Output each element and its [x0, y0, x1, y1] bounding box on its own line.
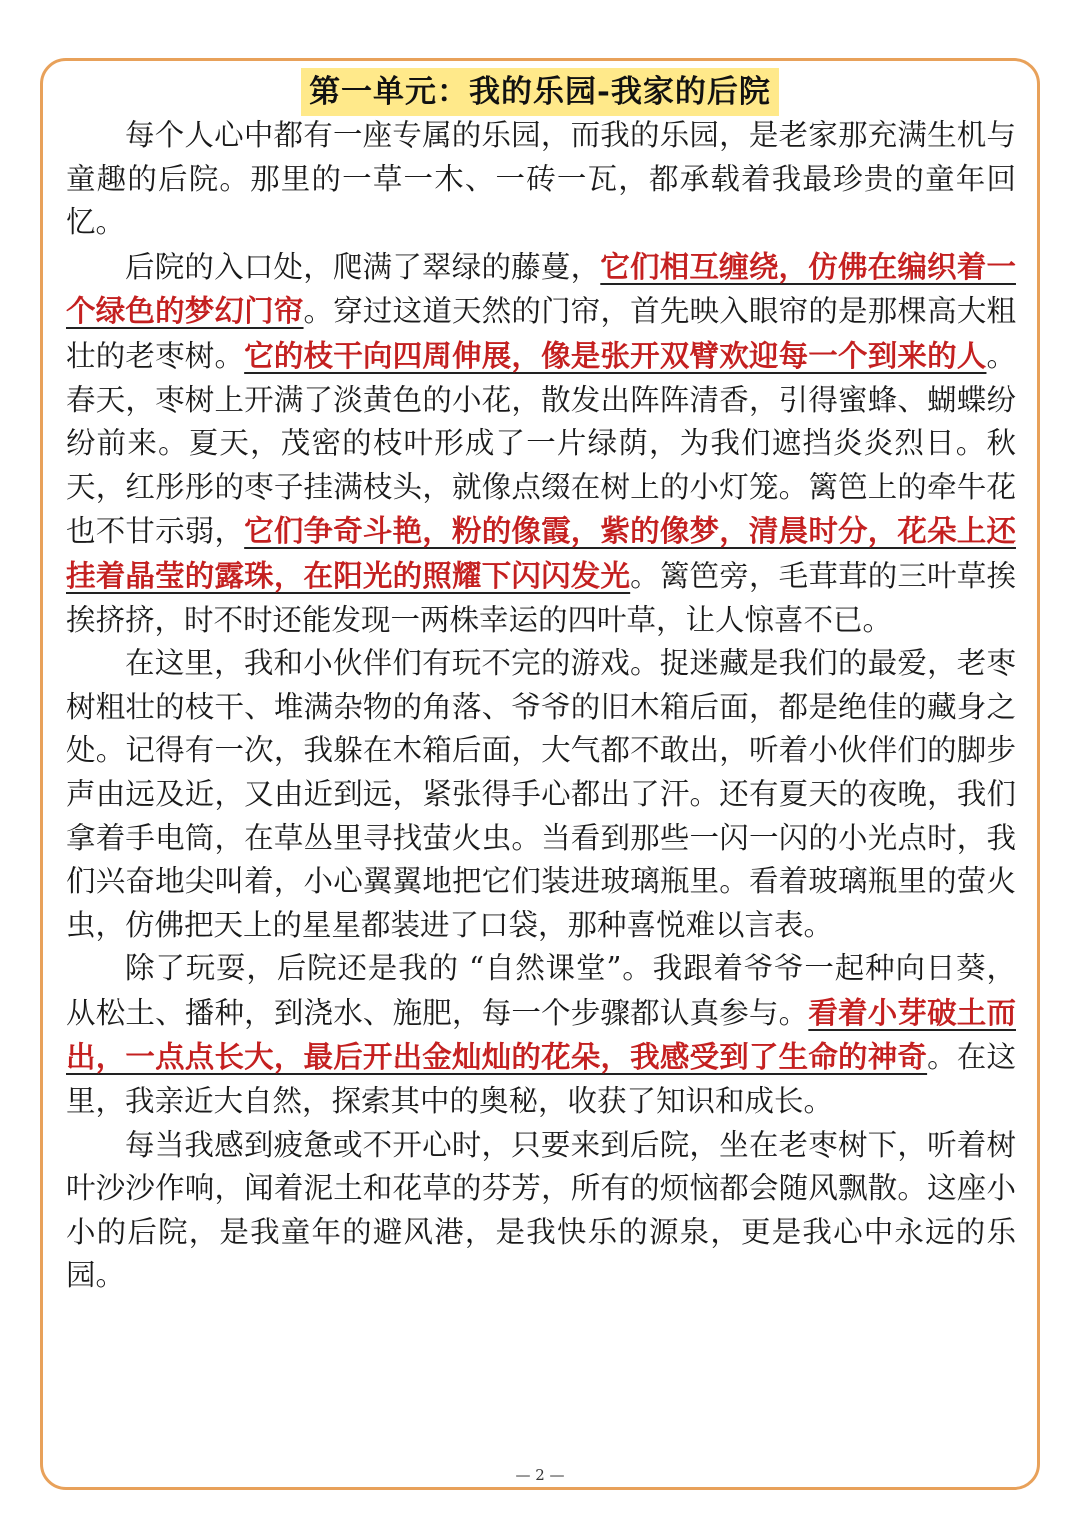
essay-paragraph [66, 642, 1016, 947]
essay-paragraph [66, 947, 1016, 1123]
paragraph-text: 。春天，枣树上开满了淡黄色的小花，散发出阵阵清香，引得蜜蜂、蝴蝶纷纷前来。夏天，茂密的枝叶形成了一片绿荫，为我们遮挡炎炎烈日。秋天，红彤彤的枣子挂满枝头，就像点缀在树上的小灯笼。篱笆上的牵牛花也不甘示弱， [66, 338, 1016, 549]
paragraph-text: 在这里，我和小伙伴们有玩不完的游戏。捉迷藏是我们的最爱，老枣树粗壮的枝干、堆满杂物的角落、爷爷的旧木箱后面，都是绝佳的藏身之处。记得有一次，我躲在木箱后面，大气都不敢出，听着小伙伴们的脚步声由远及近，又由近到远，紧张得手心都出了汗。还有夏天的夜晚，我们拿着手电筒，在草丛里寻找萤火虫。当看到那些一闪一闪的小光点时，我们兴奋地尖叫着，小心翼翼地把它们装进玻璃瓶里。看着玻璃瓶里的萤火虫，仿佛把天上的星星都装进了口袋，那种喜悦难以言表。 [66, 646, 1016, 942]
essay-paragraph [66, 1124, 1016, 1298]
paragraph-text: 每当我感到疲惫或不开心时，只要来到后院，坐在老枣树下，听着树叶沙沙作响，闻着泥土和花草的芬芳，所有的烦恼都会随风飘散。这座小小的后院，是我童年的避风港，是我快乐的源泉，更是我心中永远的乐园。 [66, 1127, 1016, 1293]
essay-paragraph [66, 114, 1016, 245]
paragraph-text: 除了玩耍，后院还是我的 “自然课堂”。我跟着爷爷一起种向日葵，从松土、播种，到浇水、施肥，每一个步骤都认真参与。 [66, 951, 1016, 1030]
highlighted-sentence: 它们争奇斗艳，粉的像霞，紫的像梦，清晨时分，花朵上还挂着晶莹的露珠，在阳光的照耀下闪闪发光 [66, 513, 1016, 593]
title-container [0, 68, 1080, 116]
page-number: — 2 — [515, 1466, 565, 1484]
paragraph-text: 。在这里，我亲近大自然，探索其中的奥秘，收获了知识和成长。 [66, 1040, 1016, 1119]
unit-title: 第一单元：我的乐园-我家的后院 [301, 68, 779, 116]
essay-body [66, 114, 1016, 1298]
highlighted-sentence: 看着小芽破土而出，一点点长大，最后开出金灿灿的花朵，我感受到了生命的神奇 [66, 994, 1016, 1075]
essay-paragraph [66, 245, 1016, 642]
highlighted-sentence: 它的枝干向四周伸展，像是张开双臂欢迎每一个到来的人 [244, 337, 987, 373]
paragraph-text: 后院的入口处，爬满了翠绿的藤蔓， [125, 249, 601, 284]
paragraph-text: 。篱笆旁，毛茸茸的三叶草挨挨挤挤，时不时还能发现一两株幸运的四叶草，让人惊喜不已。 [66, 558, 1016, 637]
highlighted-sentence: 它们相互缠绕，仿佛在编织着一个绿色的梦幻门帘 [66, 248, 1016, 329]
paragraph-text: 每个人心中都有一座专属的乐园，而我的乐园，是老家那充满生机与童趣的后院。那里的一草一木、一砖一瓦，都承载着我最珍贵的童年回忆。 [66, 118, 1016, 240]
paragraph-text: 。穿过这道天然的门帘，首先映入眼帘的是那棵高大粗壮的老枣树。 [66, 294, 1016, 373]
